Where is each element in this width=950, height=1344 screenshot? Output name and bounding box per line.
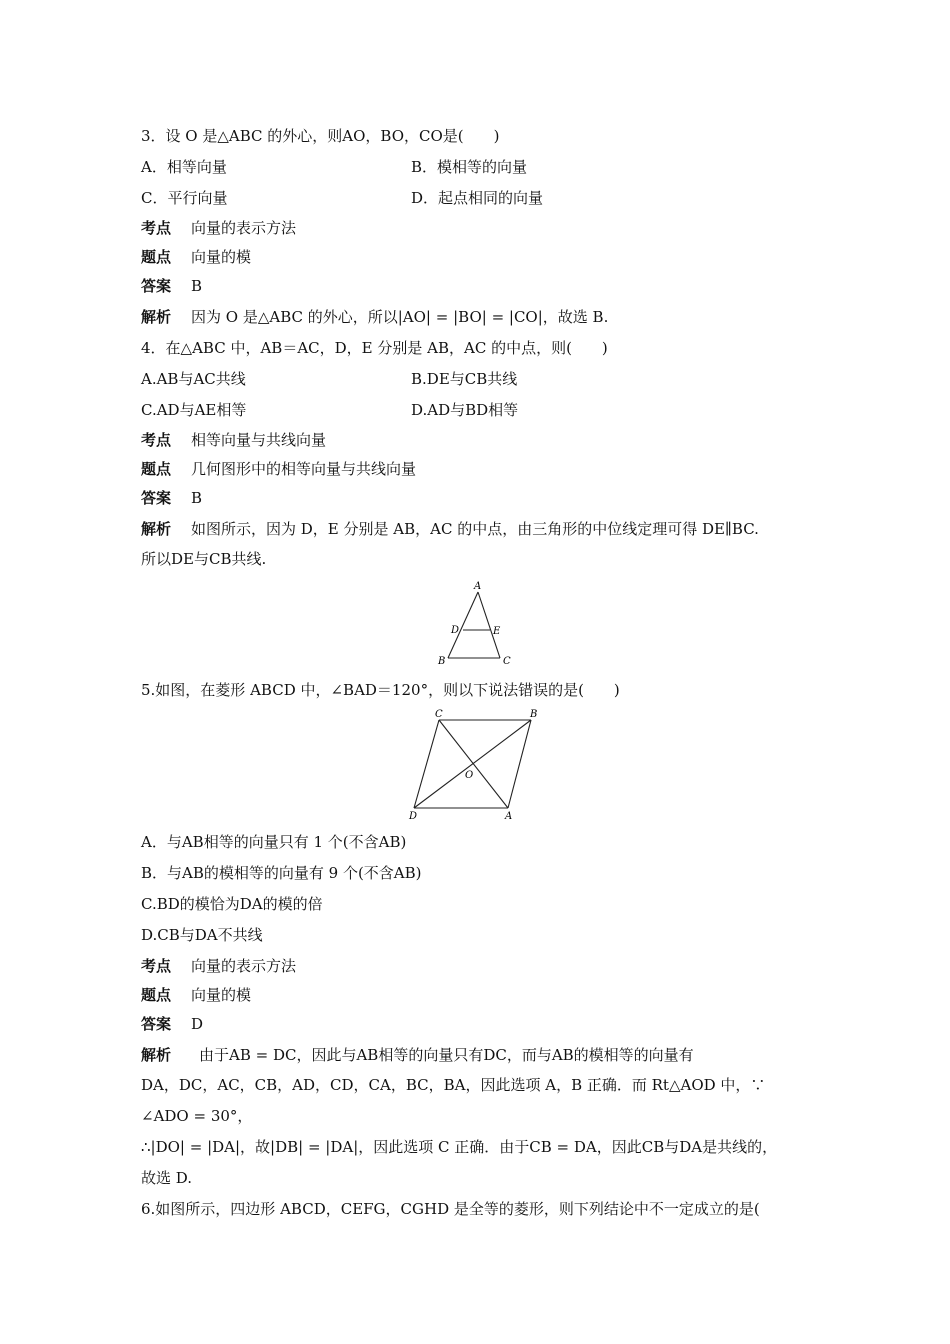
jiexi-text: 因为 O 是△ABC 的外心，所以|AO| = |BO| = |CO|，故选 B. [191,308,609,326]
q5-jiexi-line5: 故选 D. [141,1169,193,1187]
answer-text: D [191,1015,204,1033]
q3-option-c: C．平行向量 [141,189,228,207]
triangle-figure [430,578,520,670]
q5-jiexi [141,1045,694,1065]
answer-label: 答案 [141,277,172,295]
q5-kaodian [141,956,296,976]
rhombus-figure [405,706,550,822]
q3-answer [141,276,202,296]
q5-answer [141,1014,203,1034]
tidian-text: 向量的模 [191,248,252,266]
label-C: C [503,656,511,667]
q4-option-d: D.AD与BD相等 [411,401,519,419]
answer-text: B [191,277,203,295]
label-C: C [435,709,443,720]
kaodian-label: 考点 [141,431,172,449]
kaodian-label: 考点 [141,957,172,975]
answer-label: 答案 [141,1015,172,1033]
jiexi-label: 解析 [141,308,172,326]
q5-jiexi-line2: DA，DC，AC，CB，AD，CD，CA，BC，BA，因此选项 A，B 正确．而 Rt△AOD 中，∵ [141,1076,766,1094]
q5-option-c: C.BD的模恰为DA的模的倍 [141,895,323,913]
q4-kaodian [141,430,326,450]
tidian-label: 题点 [141,248,172,266]
q3-option-d: D．起点相同的向量 [411,189,544,207]
q4-tidian [141,459,416,479]
kaodian-text: 向量的表示方法 [191,957,297,975]
q5-tidian [141,985,251,1005]
q4-jiexi [141,519,759,539]
answer-text: B [191,489,203,507]
label-D: D [409,811,418,822]
answer-label: 答案 [141,489,172,507]
q5-jiexi-line3: ∠ADO = 30°， [141,1107,253,1125]
q4-jiexi-continued: 所以DE与CB共线. [141,550,267,568]
jiexi-label: 解析 [141,520,172,538]
tidian-label: 题点 [141,460,172,478]
kaodian-text: 相等向量与共线向量 [191,431,327,449]
q4-option-b: B.DE与CB共线 [411,370,518,388]
q4-option-a: A.AB与AC共线 [141,370,246,388]
label-E: E [493,626,501,637]
q3-kaodian [141,218,296,238]
tidian-label: 题点 [141,986,172,1004]
tidian-text: 向量的模 [191,986,252,1004]
tidian-text: 几何图形中的相等向量与共线向量 [191,460,417,478]
q5-option-b: B．与AB的模相等的向量有 9 个(不含AB) [141,864,422,882]
q3-tidian [141,247,251,267]
q5-stem: 5.如图，在菱形 ABCD 中，∠BAD＝120°，则以下说法错误的是( ) [141,681,620,699]
q4-option-c: C.AD与AE相等 [141,401,247,419]
q3-option-b: B．模相等的向量 [411,158,528,176]
label-O: O [465,770,474,781]
q5-option-d: D.CB与DA不共线 [141,926,263,944]
q5-jiexi-line4: ∴|DO| = |DA|，故|DB| = |DA|，因此选项 C 正确．由于CB = DA，因此CB与DA是共线的， [141,1138,778,1156]
q3-jiexi [141,307,608,327]
q5-option-a: A．与AB相等的向量只有 1 个(不含AB) [141,833,407,851]
label-D: D [451,625,460,636]
kaodian-text: 向量的表示方法 [191,219,297,237]
kaodian-label: 考点 [141,219,172,237]
label-A: A [505,811,513,822]
q4-stem: 4．在△ABC 中，AB＝AC，D，E 分别是 AB，AC 的中点，则( ) [141,339,608,357]
q4-answer [141,488,202,508]
jiexi-text: 如图所示，因为 D，E 分别是 AB，AC 的中点，由三角形的中位线定理可得 DE∥BC. [191,520,759,538]
q3-stem: 3．设 O 是△ABC 的外心，则AO，BO，CO是( ) [141,127,500,145]
q3-option-a: A．相等向量 [141,158,227,176]
q6-stem: 6.如图所示，四边形 ABCD，CEFG，CGHD 是全等的菱形，则下列结论中不一定成立的是( [141,1200,760,1218]
label-B: B [530,709,538,720]
jiexi-label: 解析 [141,1046,172,1064]
jiexi-text: 由于AB = DC，因此与AB相等的向量只有DC，而与AB的模相等的向量有 [199,1046,694,1064]
label-A: A [474,581,482,592]
label-B: B [438,656,446,667]
